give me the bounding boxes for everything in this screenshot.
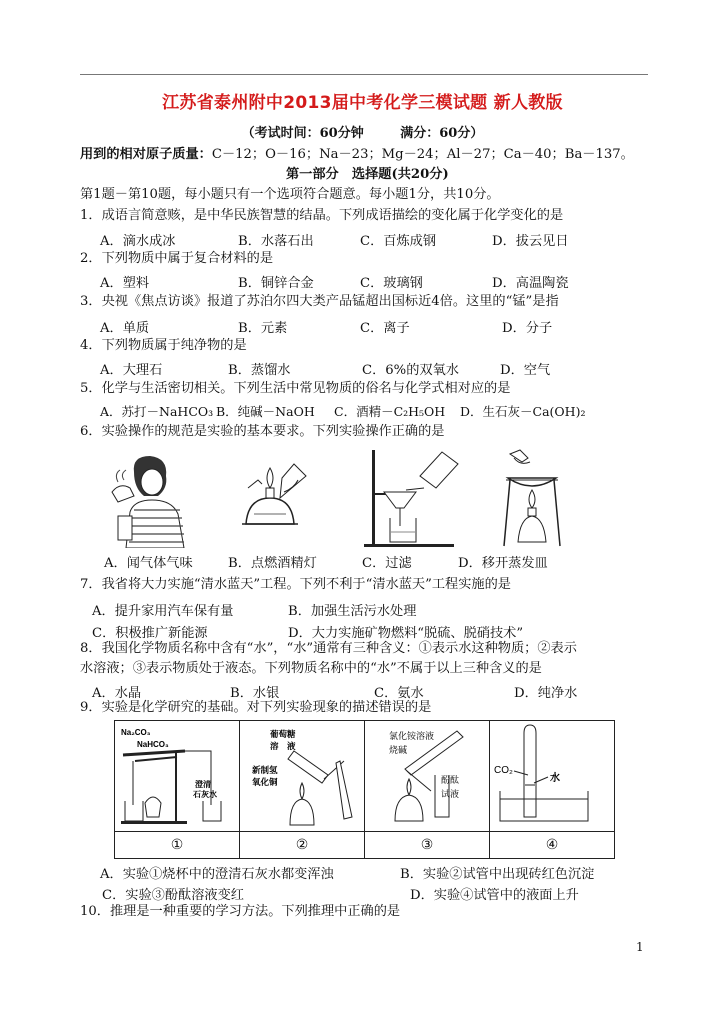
option[interactable]: B．蒸馏水	[228, 363, 291, 378]
figure-caption[interactable]: C．过滤	[362, 556, 412, 571]
smell-gas-figure	[104, 452, 196, 548]
option[interactable]: A．单质	[100, 321, 150, 336]
option[interactable]: D．纯净水	[514, 686, 578, 701]
header-rule	[80, 74, 648, 75]
question-stem: 5．化学与生活密切相关。下列生活中常见物质的俗名与化学式相对应的是	[80, 381, 511, 396]
instructions: 第1题－第10题，每小题只有一个选项符合题意。每小题1分，共10分。	[80, 187, 500, 202]
fig-label: 澄清	[195, 780, 211, 789]
experiment-1-figure	[115, 721, 239, 827]
option[interactable]: D．生石灰－Ca(OH)₂	[460, 404, 586, 419]
fig-label: 水	[550, 773, 560, 784]
question-stem: 9．实验是化学研究的基础。对下列实验现象的描述错误的是	[80, 700, 432, 715]
option[interactable]: A．提升家用汽车保有量	[92, 604, 234, 619]
atomic-mass-values: C－12；O－16；Na－23；Mg－24；Al－27；Ca－40；Ba－137。	[211, 147, 634, 162]
option[interactable]: C．离子	[360, 321, 410, 336]
option[interactable]: A．滴水成冰	[100, 234, 176, 249]
option[interactable]: C．百炼成钢	[360, 234, 437, 249]
question-stem: 7．我省将大力实施“清水蓝天”工程。下列不利于“清水蓝天”工程实施的是	[80, 577, 511, 592]
experiment-2-cell	[240, 721, 365, 832]
option[interactable]: B．铜锌合金	[238, 276, 314, 291]
exam-info	[0, 122, 725, 141]
fig-label: 试液	[441, 789, 460, 799]
fig-label: CO₂	[494, 765, 513, 776]
experiment-4-cell	[490, 721, 615, 832]
fig-label: 酚酞	[441, 775, 460, 785]
option[interactable]: A．苏打－NaHCO₃	[100, 404, 214, 419]
page-number: 1	[636, 940, 644, 954]
option[interactable]: D．高温陶瓷	[492, 276, 569, 291]
atomic-mass-label: 用到的相对原子质量：	[80, 147, 212, 162]
option[interactable]: B．纯碱－NaOH	[216, 404, 315, 419]
option[interactable]: B．水银	[230, 686, 280, 701]
option[interactable]: D．大力实施矿物燃料“脱硫、脱硝技术”	[288, 626, 524, 641]
experiment-table	[114, 720, 615, 859]
fig-label: 石灰水	[193, 790, 217, 799]
experiment-3-cell	[365, 721, 490, 832]
fig-label: 溶 液	[270, 741, 296, 751]
fig-label: 葡萄糖	[270, 729, 296, 739]
evaporating-dish-figure	[500, 448, 564, 548]
atomic-mass-line	[80, 145, 634, 165]
question-stem: 2．下列物质中属于复合材料的是	[80, 251, 274, 266]
question-stem: 4．下列物质属于纯净物的是	[80, 338, 247, 353]
experiment-number: ①	[115, 832, 240, 859]
question-stem-cont: 水溶液；③表示物质处于液态。下列物质名称中的“水”不属于以上三种含义的是	[80, 661, 542, 676]
exam-score: 满分：60分）	[400, 126, 484, 141]
option[interactable]: C．6%的双氧水	[362, 363, 459, 378]
option[interactable]: B．加强生活污水处理	[288, 604, 417, 619]
option[interactable]: C．玻璃钢	[360, 276, 423, 291]
option[interactable]: C．酒精－C₂H₅OH	[334, 404, 446, 419]
option[interactable]: D．拔云见日	[492, 234, 569, 249]
exam-time: （考试时间：60分钟	[241, 126, 364, 141]
filtration-figure	[362, 448, 466, 548]
question-stem: 3．央视《焦点访谈》报道了苏泊尔四大类产品锰超出国标近4倍。这里的“锰”是指	[80, 294, 559, 309]
experiment-1-cell	[115, 721, 240, 832]
fig-label: Na₂CO₃	[121, 728, 151, 737]
experiment-4-figure	[490, 721, 614, 827]
option[interactable]: A．水晶	[92, 686, 142, 701]
option[interactable]: B．元素	[238, 321, 288, 336]
question-stem: 10．推理是一种重要的学习方法。下列推理中正确的是	[80, 904, 401, 919]
option[interactable]: D．分子	[502, 321, 553, 336]
option[interactable]: B．实验②试管中出现砖红色沉淀	[400, 867, 595, 882]
option[interactable]: A．实验①烧杯中的澄清石灰水都变浑浊	[100, 867, 334, 882]
experiment-number: ②	[240, 832, 365, 859]
fig-label: NaHCO₃	[137, 740, 169, 749]
experiment-2-figure	[240, 721, 364, 827]
option[interactable]: D．实验④试管中的液面上升	[410, 888, 579, 903]
figure-caption[interactable]: D．移开蒸发皿	[458, 556, 548, 571]
option[interactable]: A．塑料	[100, 276, 150, 291]
fig-label: 氯化铵溶液	[389, 731, 435, 741]
experiment-3-figure	[365, 721, 489, 827]
question-stem: 6．实验操作的规范是实验的基本要求。下列实验操作正确的是	[80, 424, 445, 439]
option[interactable]: C．积极推广新能源	[92, 626, 208, 641]
option[interactable]: D．空气	[500, 363, 551, 378]
fig-label: 烧碱	[389, 745, 408, 755]
question-stem: 8．我国化学物质名称中含有“水”，“水”通常有三种含义：①表示水这种物质；②表示	[80, 641, 577, 656]
experiment-number: ④	[490, 832, 615, 859]
alcohol-lamp-figure	[228, 458, 312, 548]
option[interactable]: C．氨水	[374, 686, 424, 701]
experiment-number: ③	[365, 832, 490, 859]
figure-caption[interactable]: B．点燃酒精灯	[228, 556, 317, 571]
fig-label: 氧化铜	[252, 777, 278, 787]
option[interactable]: B．水落石出	[238, 234, 314, 249]
page-title: 江苏省泰州附中2013届中考化学三模试题 新人教版	[162, 93, 563, 113]
fig-label: 新制氢	[252, 765, 278, 775]
question-stem: 1．成语言简意赅，是中华民族智慧的结晶。下列成语描绘的变化属于化学变化的是	[80, 208, 564, 223]
option[interactable]: A．大理石	[100, 363, 163, 378]
figure-caption[interactable]: A．闻气体气味	[104, 556, 193, 571]
option[interactable]: C．实验③酚酞溶液变红	[102, 888, 244, 903]
section-title: 第一部分 选择题(共20分)	[286, 167, 449, 182]
